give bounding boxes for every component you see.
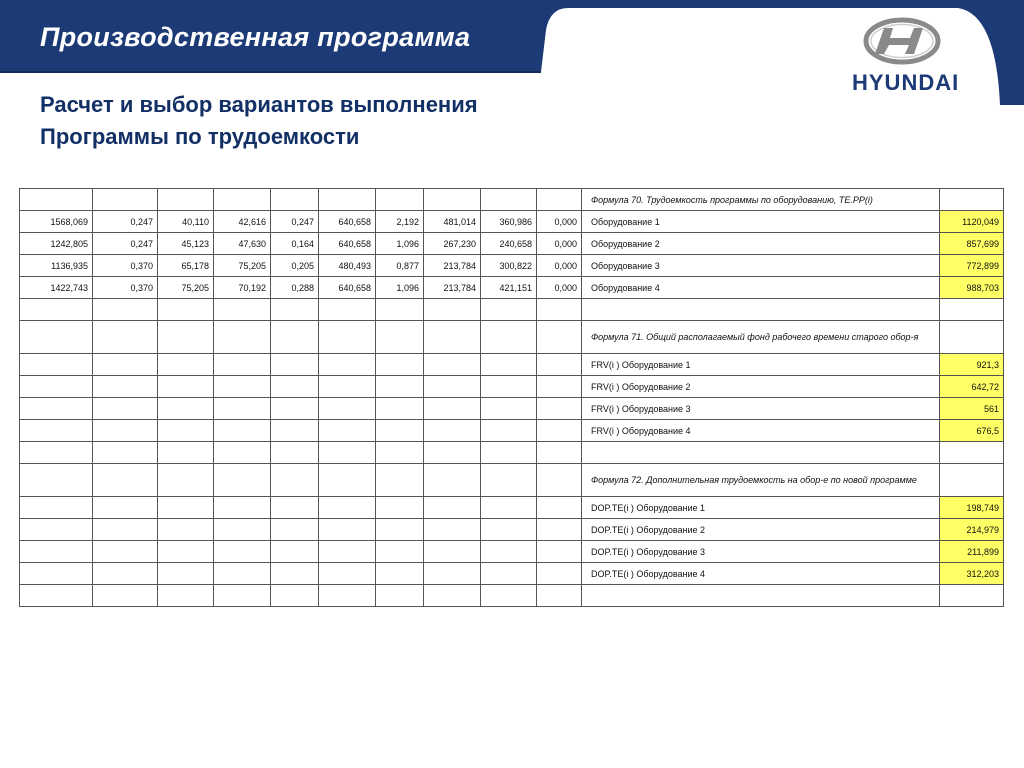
formula-71-header: Формула 71. Общий располагаемый фонд рабочего времени старого обор-я: [582, 321, 940, 354]
result-cell: 214,979: [940, 519, 1004, 541]
table-cell: 1242,805: [20, 233, 93, 255]
table-row: [20, 497, 1004, 519]
table-cell: 0,000: [537, 255, 582, 277]
table-cell: 267,230: [424, 233, 481, 255]
row-label: Оборудование 4: [582, 277, 940, 299]
subtitle-line-1: Расчет и выбор вариантов выполнения: [40, 92, 478, 117]
table-row: [20, 255, 1004, 277]
result-cell: 772,899: [940, 255, 1004, 277]
result-cell: 988,703: [940, 277, 1004, 299]
table-row: [20, 376, 1004, 398]
table-cell: 0,247: [93, 233, 158, 255]
table-row: [20, 211, 1004, 233]
hyundai-logo-icon: [862, 16, 942, 66]
table-cell: 1136,935: [20, 255, 93, 277]
slide-subtitle: [40, 89, 478, 153]
labor-intensity-table: [19, 188, 1004, 607]
table-row: [20, 563, 1004, 585]
table-cell: 1422,743: [20, 277, 93, 299]
slide-title: Производственная программа: [40, 22, 471, 52]
table-row: [20, 277, 1004, 299]
table-cell: 2,192: [376, 211, 424, 233]
table-cell: 0,000: [537, 233, 582, 255]
table-cell: 0,370: [93, 255, 158, 277]
table-cell: 40,110: [158, 211, 214, 233]
formula-72-header: Формула 72. Дополнительная трудоемкость на обор-е по новой программе: [582, 464, 940, 497]
table-cell: 45,123: [158, 233, 214, 255]
table-cell: 0,164: [271, 233, 319, 255]
table-cell: 640,658: [319, 233, 376, 255]
table-cell: 0,877: [376, 255, 424, 277]
result-cell: 211,899: [940, 541, 1004, 563]
table-cell: 0,000: [537, 277, 582, 299]
result-cell: 561: [940, 398, 1004, 420]
table-cell: 1,096: [376, 233, 424, 255]
result-cell: 857,699: [940, 233, 1004, 255]
row-label: FRV(i ) Оборудование 4: [582, 420, 940, 442]
table-row: [20, 519, 1004, 541]
row-label: DOP.TE(i ) Оборудование 3: [582, 541, 940, 563]
row-label: Оборудование 1: [582, 211, 940, 233]
table-cell: 65,178: [158, 255, 214, 277]
result-cell: 921,3: [940, 354, 1004, 376]
table-cell: 300,822: [481, 255, 537, 277]
brand-wordmark: HYUNDAI: [852, 70, 960, 95]
table-cell: 70,192: [214, 277, 271, 299]
row-label: DOP.TE(i ) Оборудование 4: [582, 563, 940, 585]
table-cell: 640,658: [319, 277, 376, 299]
table-row: [20, 233, 1004, 255]
row-label: FRV(i ) Оборудование 1: [582, 354, 940, 376]
row-label: DOP.TE(i ) Оборудование 2: [582, 519, 940, 541]
row-label: Оборудование 2: [582, 233, 940, 255]
table-cell: 0,370: [93, 277, 158, 299]
result-cell: 198,749: [940, 497, 1004, 519]
result-cell: 312,203: [940, 563, 1004, 585]
table-cell: 421,151: [481, 277, 537, 299]
row-label: FRV(i ) Оборудование 3: [582, 398, 940, 420]
table-row-empty: [20, 585, 1004, 607]
table-cell: 640,658: [319, 211, 376, 233]
table-row-empty: [20, 442, 1004, 464]
table-cell: 360,986: [481, 211, 537, 233]
table-cell: 213,784: [424, 277, 481, 299]
table-cell: 0,000: [537, 211, 582, 233]
row-label: FRV(i ) Оборудование 2: [582, 376, 940, 398]
table-row: [20, 541, 1004, 563]
table-cell: 213,784: [424, 255, 481, 277]
table-row: [20, 354, 1004, 376]
result-cell: 1120,049: [940, 211, 1004, 233]
table-row: [20, 420, 1004, 442]
table-cell: 481,014: [424, 211, 481, 233]
row-label: DOP.TE(i ) Оборудование 1: [582, 497, 940, 519]
result-cell: 642,72: [940, 376, 1004, 398]
table-cell: 0,288: [271, 277, 319, 299]
result-cell: 676,5: [940, 420, 1004, 442]
formula-70-header: Формула 70. Трудоемкость программы по оборудованию, TE.PP(i): [582, 189, 940, 211]
table-row: [20, 398, 1004, 420]
table-cell: 240,658: [481, 233, 537, 255]
table-cell: 42,616: [214, 211, 271, 233]
subtitle-line-2: Программы по трудоемкости: [40, 124, 360, 149]
table-cell: 480,493: [319, 255, 376, 277]
table-row-empty: [20, 299, 1004, 321]
table-row: [20, 189, 1004, 211]
table-cell: 75,205: [214, 255, 271, 277]
table-cell: 1,096: [376, 277, 424, 299]
table-cell: 1568,069: [20, 211, 93, 233]
row-label: Оборудование 3: [582, 255, 940, 277]
table-cell: 75,205: [158, 277, 214, 299]
table-cell: 47,630: [214, 233, 271, 255]
table-row: [20, 321, 1004, 354]
table-cell: 0,247: [271, 211, 319, 233]
table-cell: 0,247: [93, 211, 158, 233]
table-cell: 0,205: [271, 255, 319, 277]
table-row: [20, 464, 1004, 497]
